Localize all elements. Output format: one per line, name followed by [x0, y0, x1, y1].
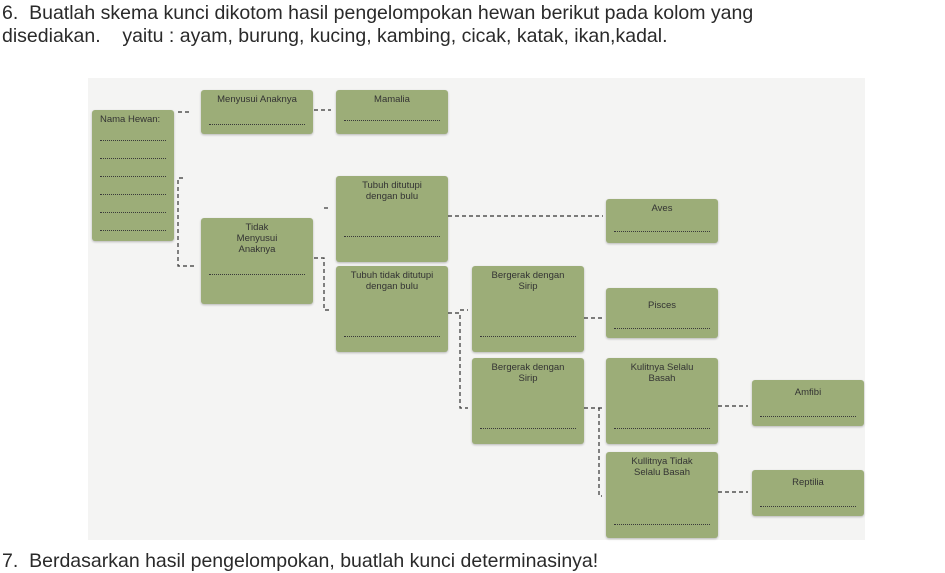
- blank-line: [100, 212, 166, 213]
- box-pisces: [606, 288, 718, 338]
- box-tidak-menyusui: [201, 218, 313, 304]
- blank-line: [100, 140, 166, 141]
- blank-line: [614, 328, 710, 329]
- blank-line: [100, 176, 166, 177]
- blank-line: [100, 158, 166, 159]
- box-pisces-label: Pisces: [648, 300, 676, 311]
- blank-line: [760, 416, 856, 417]
- blank-line: [100, 194, 166, 195]
- blank-line: [344, 120, 440, 121]
- blank-line: [209, 274, 305, 275]
- box-sirip-1-label: Bergerak dengan Sirip: [491, 270, 565, 292]
- box-kulit-basah: [606, 358, 718, 444]
- question-6-line-1: 6. Buatlah skema kunci dikotom hasil pengelompokan hewan berikut pada kolom yang: [2, 2, 754, 24]
- box-sirip-2: [472, 358, 584, 444]
- blank-line: [209, 124, 305, 125]
- box-tubuh-berbulu-label: Tubuh ditutupi dengan bulu: [362, 180, 422, 202]
- box-menyusui-label: Menyusui Anaknya: [217, 94, 297, 105]
- box-aves-label: Aves: [651, 203, 673, 214]
- box-tubuh-tidak-berbulu-label: Tubuh tidak ditutupi dengan bulu: [350, 270, 434, 292]
- box-amfibi: [752, 380, 864, 426]
- box-amfibi-label: Amfibi: [794, 387, 822, 398]
- animal-name-label: Nama Hewan:: [100, 114, 161, 125]
- box-kulit-tidak-basah: [606, 452, 718, 538]
- box-tidak-menyusui-label: Tidak Menyusui Anaknya: [236, 222, 278, 255]
- box-reptilia: [752, 470, 864, 516]
- box-mamalia: [336, 90, 448, 134]
- box-mamalia-label: Mamalia: [374, 94, 410, 105]
- blank-line: [614, 231, 710, 232]
- dichotomous-key-diagram: [88, 78, 865, 540]
- blank-line: [760, 506, 856, 507]
- question-6-line-2: disediakan. yaitu : ayam, burung, kucing, kambing, cicak, katak, ikan,kadal.: [2, 25, 668, 47]
- blank-line: [480, 336, 576, 337]
- blank-line: [614, 524, 710, 525]
- box-kulit-basah-label: Kulitnya Selalu Basah: [630, 362, 694, 384]
- blank-line: [100, 230, 166, 231]
- blank-line: [480, 428, 576, 429]
- box-reptilia-label: Reptilia: [792, 477, 824, 488]
- question-7: 7. Berdasarkan hasil pengelompokan, buatlah kunci determinasinya!: [2, 550, 599, 572]
- animal-name-box: [92, 110, 174, 241]
- box-aves: [606, 199, 718, 243]
- blank-line: [614, 428, 710, 429]
- box-menyusui: [201, 90, 313, 134]
- box-sirip-2-label: Bergerak dengan Sirip: [491, 362, 565, 384]
- box-tubuh-berbulu: [336, 176, 448, 262]
- box-kulit-tidak-basah-label: Kullitnya Tidak Selalu Basah: [631, 456, 693, 478]
- blank-line: [344, 336, 440, 337]
- box-sirip-1: [472, 266, 584, 352]
- blank-line: [344, 236, 440, 237]
- box-tubuh-tidak-berbulu: [336, 266, 448, 352]
